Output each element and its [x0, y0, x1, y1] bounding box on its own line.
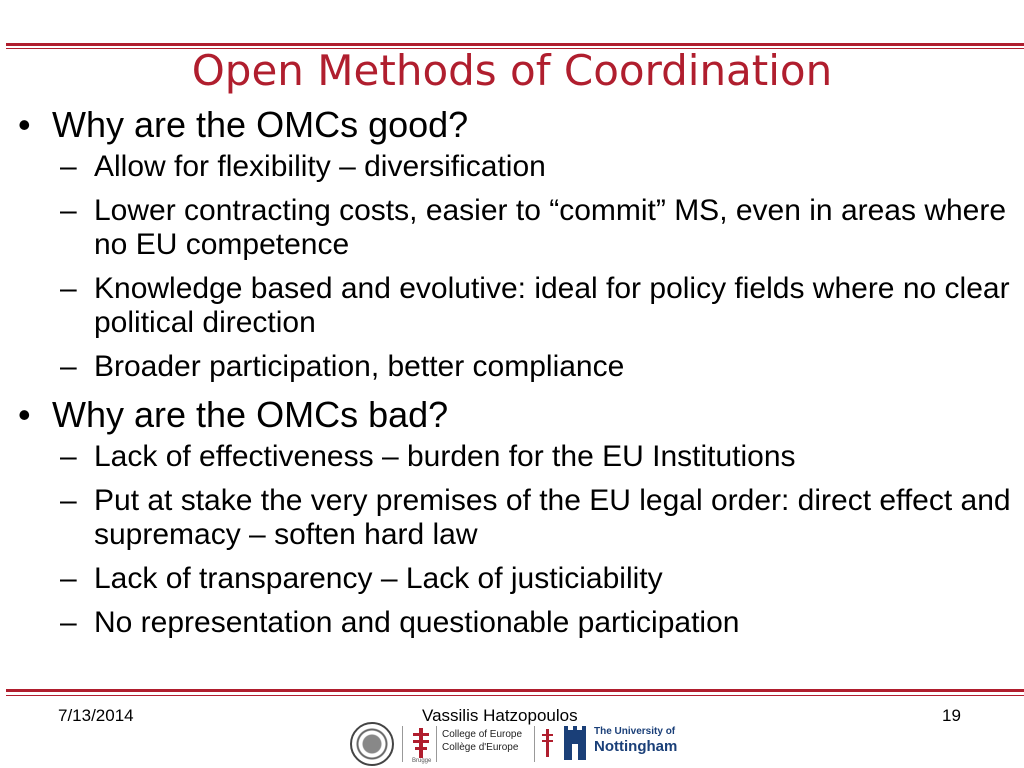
dash-icon: –: [60, 440, 77, 473]
page-number: 19: [942, 706, 961, 725]
natolin-logo-icon: [540, 728, 556, 760]
college-line-1: College of Europe: [442, 729, 523, 740]
list-item: [60, 606, 1018, 640]
university-line-1: The University of: [594, 726, 676, 737]
slide-title: Open Methods of Coordination: [191, 46, 833, 95]
bullet-text: Why are the OMCs bad?: [52, 394, 449, 435]
logo-divider: [534, 726, 535, 762]
bottom-rule-thin: [6, 695, 1024, 696]
list-item: [60, 150, 1018, 184]
university-of-nottingham-text: [594, 726, 677, 756]
university-line-2: Nottingham: [594, 738, 678, 755]
list-item-text: Put at stake the very premises of the EU legal order: direct effect and supremacy – soften hard law: [94, 484, 1011, 551]
college-of-europe-logo-icon: [410, 726, 432, 762]
list-item: [60, 562, 1018, 596]
slide-content: [18, 104, 1018, 650]
list-item-text: Lack of transparency – Lack of justiciability: [94, 562, 663, 595]
nottingham-castle-icon: [562, 726, 588, 762]
dash-icon: –: [60, 272, 77, 305]
list-item-text: Lack of effectiveness – burden for the EU Institutions: [94, 440, 796, 473]
college-city: Brugge: [412, 758, 432, 764]
dash-icon: –: [60, 350, 77, 383]
list-item-text: Broader participation, better compliance: [94, 350, 625, 383]
bullet-icon: •: [18, 394, 31, 435]
list-item: [60, 350, 1018, 384]
dash-icon: –: [60, 194, 77, 227]
college-line-2: Collège d'Europe: [442, 742, 519, 753]
seal-logo-icon: [350, 722, 394, 766]
logo-divider: [402, 726, 403, 762]
dash-icon: –: [60, 150, 77, 183]
bullet-icon: •: [18, 104, 31, 145]
list-item: [60, 484, 1018, 552]
footer-date: 7/13/2014: [58, 706, 134, 725]
list-item: [60, 272, 1018, 340]
list-item-text: No representation and questionable participation: [94, 606, 740, 639]
bullet-bad: [18, 394, 1018, 436]
dash-icon: –: [60, 606, 77, 639]
logo-divider: [436, 726, 437, 762]
list-item-text: Allow for flexibility – diversification: [94, 150, 546, 183]
list-item-text: Knowledge based and evolutive: ideal for policy fields where no clear political direction: [94, 272, 1010, 339]
footer-author: Vassilis Hatzopoulos: [422, 706, 578, 725]
college-of-europe-text: [442, 728, 522, 754]
list-item: [60, 440, 1018, 474]
bullet-good: [18, 104, 1018, 146]
dash-icon: –: [60, 484, 77, 517]
dash-icon: –: [60, 562, 77, 595]
list-item-text: Lower contracting costs, easier to “commit” MS, even in areas where no EU competence: [94, 194, 1007, 261]
list-item: [60, 194, 1018, 262]
bottom-rule: [6, 689, 1024, 692]
footer-logos: [350, 722, 690, 766]
bullet-text: Why are the OMCs good?: [52, 104, 469, 145]
